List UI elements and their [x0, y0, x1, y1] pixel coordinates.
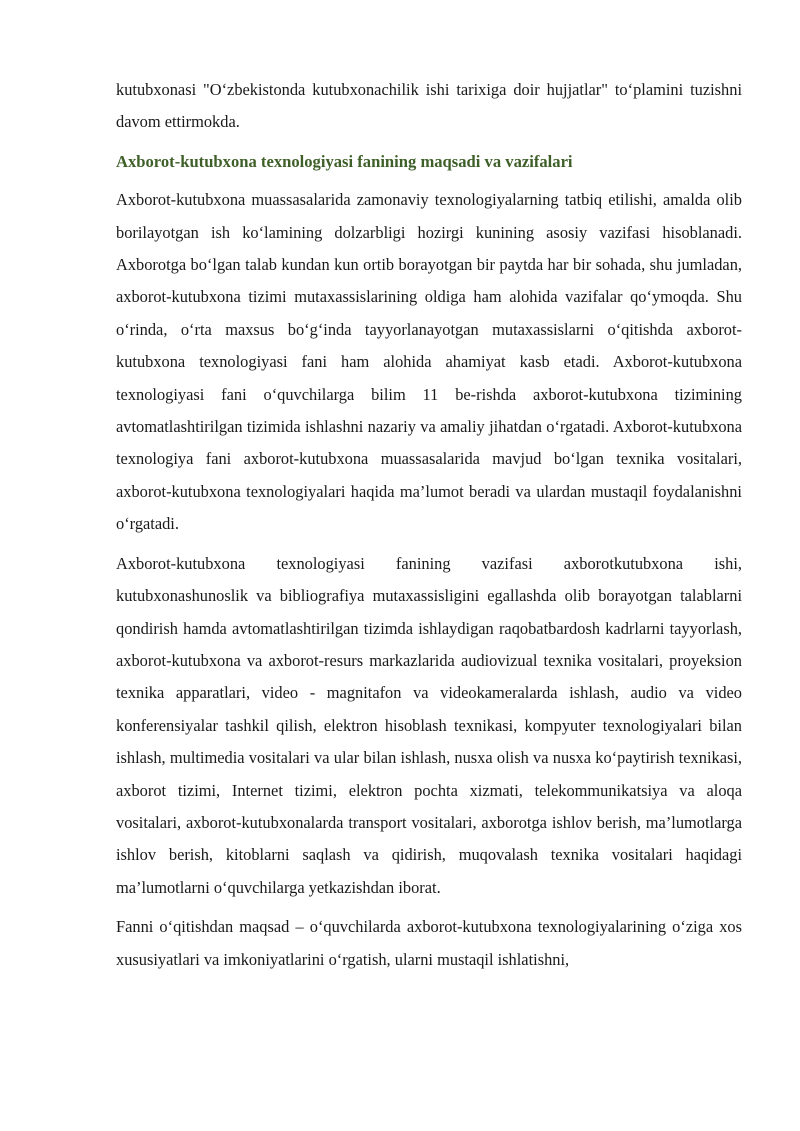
- paragraph-continuation: kutubxonasi "O‘zbekistonda kutubxonachilik ishi tarixiga doir hujjatlar" to‘plamini tuzishni davom ettirmokda.: [116, 80, 742, 132]
- document-page: [116, 74, 742, 983]
- paragraph-intro: Axborot-kutubxona muassasalarida zamonaviy texnologiyalarning tatbiq etilishi, amalda olib borilayotgan ish ko‘lamining dolzarbligi hozirgi kunining asosiy vazifasi hisoblanadi. Axborotga bo‘lgan talab kundan kun ortib borayotgan bir paytda har bir sohada, shu jumladan, axborot-kutubxona tizimi mutaxassislarining oldiga ham alohida vazifalar qo‘ymoqda. Shu o‘rinda, o‘rta maxsus bo‘g‘inda tayyorlanayotgan mutaxassislarni o‘qitishda axborot-kutubxona texnologiyasi fani ham alohida ahamiyat kasb etadi. Axborot-kutubxona texnologiyasi fani o‘quvchilarga bilim 11 be-rishda axborot-kutubxona tizimining avtomatlashtirilgan tizimida ishlashni nazariy va amaliy jihatdan o‘rgatadi. Axborot-kutubxona texnologiya fani axborot-kutubxona muassasalarida mavjud bo‘lgan texnika vositalari, axborot-kutubxona texnologiyalari haqida ma’lumot beradi va ulardan mustaqil foydalanishni o‘rgatadi.: [116, 190, 742, 534]
- paragraph-tasks: Axborot-kutubxona texnologiyasi fanining vazifasi axborotkutubxona ishi, kutubxonashunoslik va bibliografiya mutaxassisligini egallashda olib borayotgan talablarni qondirish hamda avtomatlashtirilgan tizimda ishlaydigan raqobatbardosh kadrlarni tayyorlash, axborot-kutubxona va axborot-resurs markazlarida audiovizual texnika vositalari, proyeksion texnika apparatlari, video - magnitafon va videokameralarda ishlash, audio va video konferensiyalar tashkil qilish, elektron hisoblash texnikasi, kompyuter texnologiyalari bilan ishlash, multimedia vositalari va ular bilan ishlash, nusxa olish va nusxa ko‘paytirish texnikasi, axborot tizimi, Internet tizimi, elektron pochta xizmati, telekommunikatsiya va aloqa vositalari, axborot-kutubxonalarda transport vositalari, axborotga ishlov berish, ma’lumotlarga ishlov berish, kitoblarni saqlash va qidirish, muqovalash texnika vositalari haqidagi ma’lumotlarni o‘quvchilarga yetkazishdan iborat.: [116, 553, 742, 897]
- paragraph-goals: Fanni o‘qitishdan maqsad – o‘quvchilarda axborot-kutubxona texnologiyalarining o‘ziga xos xususiyatlari va imkoniyatlarini o‘rgatish, ularni mustaqil ishlatishni,: [116, 917, 742, 969]
- section-heading: Axborot-kutubxona texnologiyasi fanining maqsadi va vazifalari: [116, 151, 573, 171]
